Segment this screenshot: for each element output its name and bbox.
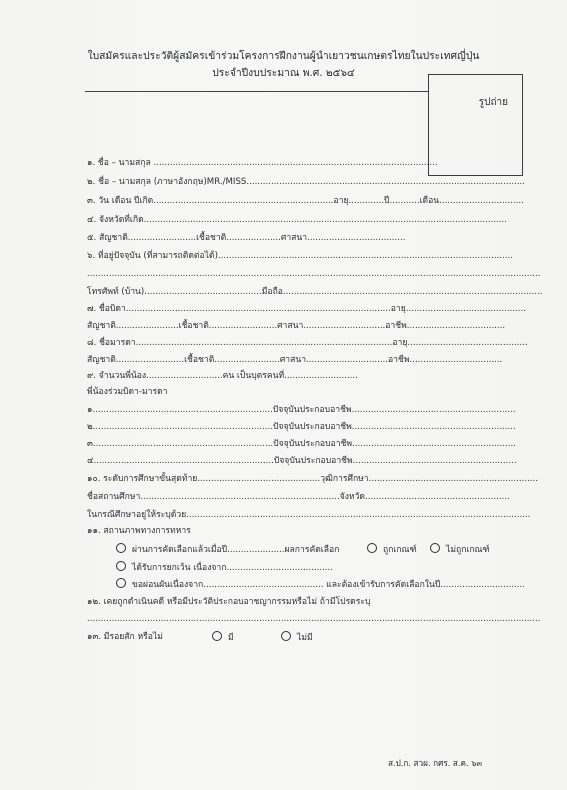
field-name-english[interactable]: ๒. ชื่อ – นามสกุล (ภาษาอังกฤษ)MR./MISS...................................................................................................... bbox=[87, 177, 526, 187]
field-birth-date[interactable]: ๓. วัน เดือน ปีเกิด..................................................................อายุ.............ปี...........เดือน............................... bbox=[87, 196, 524, 206]
radio-not-drafted-icon[interactable] bbox=[430, 543, 440, 553]
field-address[interactable]: ๖. ที่อยู่ปัจจุบัน (ที่สามารถติดต่อได้)............................................................................................................ bbox=[87, 251, 513, 261]
radio-drafted-icon[interactable] bbox=[367, 543, 377, 553]
field-father-info[interactable]: สัญชาติ.......................เชื้อชาติ.........................ศาสนา..............................อาชีพ.................................... bbox=[87, 321, 506, 331]
field-sibling-2[interactable]: ๒..................................................................ปัจจุบันประกอบอาชีพ............................................................ bbox=[87, 422, 516, 432]
military-exempted-label: ได้รับการยกเว้น เนื่องจาก....................................... bbox=[132, 563, 333, 573]
military-option-exempted[interactable] bbox=[116, 561, 333, 574]
radio-exempted-icon[interactable] bbox=[116, 561, 126, 571]
tattoo-no-option[interactable] bbox=[281, 631, 313, 644]
tattoo-question: ๑๓. มีรอยสัก หรือไม่ bbox=[87, 632, 163, 642]
photo-label: รูปถ่าย bbox=[478, 97, 508, 108]
military-drafted-label: ถูกเกณฑ์ bbox=[383, 545, 417, 555]
form-title: ใบสมัครและประวัติผู้สมัครเข้าร่วมโครงการฝึกงานผู้นำเยาวชนเกษตรไทยในประเทศญี่ปุ่น bbox=[87, 50, 480, 62]
field-mother-name[interactable]: ๘. ชื่อมารดา..............................................................................................อายุ............................................ bbox=[87, 338, 528, 348]
field-education[interactable]: ๑๐. ระดับการศึกษาขั้นสุดท้าย.............................................วุฒิการศึกษา.............................................................. bbox=[87, 474, 538, 484]
radio-tattoo-no-icon[interactable] bbox=[281, 631, 291, 641]
military-status-label: ๑๑. สถานภาพทางการทหาร bbox=[87, 526, 191, 536]
field-phone[interactable]: โทรศัพท์ (บ้าน)...........................................มือถือ............................................................................................... bbox=[87, 287, 543, 297]
military-option-selected-label: ผ่านการคัดเลือกแล้วเมื่อปี.....................ผลการคัดเลือก bbox=[132, 545, 340, 555]
radio-selected-icon[interactable] bbox=[116, 543, 126, 553]
siblings-label: พี่น้องร่วมบิดา-มารดา bbox=[87, 387, 168, 397]
tattoo-no-label: ไม่มี bbox=[297, 633, 313, 643]
military-option-not-drafted[interactable] bbox=[430, 543, 490, 556]
field-sibling-4[interactable]: ๔..................................................................ปัจจุบันประกอบอาชีพ............................................................ bbox=[87, 456, 517, 466]
military-option-selected[interactable] bbox=[116, 543, 339, 556]
military-deferred-label: ขอผ่อนผันเนื่องจาก............................................ และต้องเข้ารับการคัดเลือกในปี............................... bbox=[132, 580, 525, 590]
criminal-record-field[interactable]: ...................................................................................................................................................................... bbox=[87, 614, 541, 624]
criminal-record-question: ๑๒. เคยถูกดำเนินคดี หรือมีประวัติประกอบอาชญากรรมหรือไม่ ถ้ามีโปรดระบุ bbox=[87, 597, 371, 607]
form-subtitle: ประจำปีงบประมาณ พ.ศ. ๒๕๖๔ bbox=[212, 67, 355, 79]
field-current-study[interactable]: ในกรณีศึกษาอยู่ให้ระบุด้วย.............................................................................................................................. bbox=[87, 510, 531, 520]
tattoo-yes-label: มี bbox=[228, 633, 234, 643]
military-option-drafted[interactable] bbox=[367, 543, 417, 556]
radio-deferred-icon[interactable] bbox=[116, 578, 126, 588]
tattoo-yes-option[interactable] bbox=[212, 631, 234, 644]
field-school[interactable]: ชื่อสถานศึกษา.........................................................................จังหวัด..................................................... bbox=[87, 492, 510, 502]
military-option-deferred[interactable] bbox=[116, 578, 525, 591]
field-siblings-count[interactable]: ๙. จำนวนพี่น้อง............................คน เป็นบุตรคนที่........................... bbox=[87, 371, 358, 381]
field-father-name[interactable]: ๗. ชื่อบิดา.................................................................................................อายุ............................................ bbox=[87, 304, 526, 314]
field-address-line2[interactable]: ...................................................................................................................................................................... bbox=[87, 269, 541, 279]
field-sibling-3[interactable]: ๓..................................................................ปัจจุบันประกอบอาชีพ............................................................ bbox=[87, 439, 516, 449]
field-birth-province[interactable]: ๔. จังหวัดที่เกิด..................................................................................................................................... bbox=[87, 215, 507, 225]
radio-tattoo-yes-icon[interactable] bbox=[212, 631, 222, 641]
military-not-drafted-label: ไม่ถูกเกณฑ์ bbox=[446, 545, 490, 555]
field-nationality[interactable]: ๕. สัญชาติ.........................เชื้อชาติ....................ศาสนา.................................... bbox=[87, 233, 406, 243]
field-name[interactable]: ๑. ชื่อ – นามสกุล ........................................................................................................ bbox=[87, 158, 438, 168]
header-divider bbox=[85, 91, 428, 92]
photo-box bbox=[428, 74, 523, 176]
form-code-footer: ส.ป.ก. สวผ. กศร. ส.ค. ๖๓ bbox=[388, 758, 482, 768]
field-mother-info[interactable]: สัญชาติ.........................เชื้อชาติ........................ศาสนา..............................อาชีพ.................................. bbox=[87, 355, 503, 365]
field-sibling-1[interactable]: ๑..................................................................ปัจจุบันประกอบอาชีพ............................................................ bbox=[87, 405, 516, 415]
